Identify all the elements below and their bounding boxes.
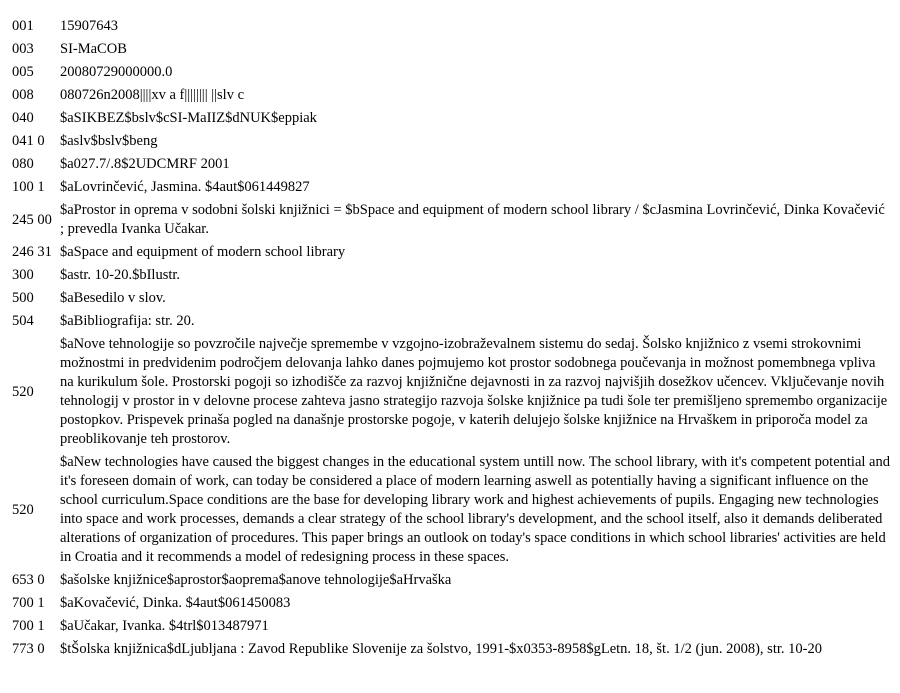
field-tag: 041 0: [12, 133, 45, 149]
field-value: $ašolske knjižnice$aprostor$aoprema$anove tehnologije$aHrvaška: [60, 572, 452, 588]
field-tag: 003: [12, 41, 34, 57]
marc-record-table: [8, 15, 892, 661]
marc-field-row: [8, 569, 892, 592]
field-tag: 300: [12, 267, 34, 283]
field-value: SI-MaCOB: [60, 41, 127, 57]
field-tag: 653 0: [12, 572, 45, 588]
field-tag: 080: [12, 156, 34, 172]
field-tag: 005: [12, 64, 34, 80]
field-tag: 100 1: [12, 179, 45, 195]
marc-field-row: [8, 638, 892, 661]
marc-field-row: [8, 15, 892, 38]
field-tag: 520: [12, 501, 34, 518]
field-tag: 500: [12, 290, 34, 306]
marc-field-row: [8, 130, 892, 153]
field-value: $aNove tehnologije so povzročile največje spremembe v vzgojno-izobraževalnem sistemu do sedaj. Šolsko knjižnico z vsemi strokovnimi možnostmi in predvidenim področjem delovanja lahko danes pojmujemo kot prostor sodobnega poučevanja in možnost pomembnega vpliva na kurikulum šole. Prostorski pogoji so izhodišče za razvoj knjižnične dejavnosti in za razvoj najvišjih dosežkov učencev. Vključevanje novih tehnologij v prostor in v delovne procese zahteva jasno strategijo razvoja šolske knjižnice pa tudi šole ter premišljeno spremembo organizacije postopkov. Prispevek prinaša pogled na današnje prostorske pogoje, v katerih delujejo šolske knjižnice na Hrvaškem in priporoča model za preoblikovanje teh prostorov.: [60, 336, 888, 447]
field-value: 15907643: [60, 18, 118, 34]
field-tag: 001: [12, 18, 34, 34]
field-value: $aSpace and equipment of modern school library: [60, 244, 346, 260]
marc-field-row: [8, 38, 892, 61]
field-tag: 245 00: [12, 211, 52, 228]
marc-field-row: [8, 84, 892, 107]
field-tag: 504: [12, 313, 34, 329]
marc-field-row: [8, 107, 892, 130]
marc-field-row: [8, 615, 892, 638]
field-tag: 520: [12, 383, 34, 400]
field-value: $tŠolska knjižnica$dLjubljana : Zavod Republike Slovenije za šolstvo, 1991-$x0353-8958$gLetn. 18, št. 1/2 (jun. 2008), str. 10-20: [60, 641, 822, 657]
marc-field-row: [8, 264, 892, 287]
marc-field-row: [8, 333, 892, 451]
field-tag: 700 1: [12, 618, 45, 634]
marc-field-row: [8, 310, 892, 333]
field-tag: 700 1: [12, 595, 45, 611]
field-value: 080726n2008||||xv a f|||||||| ||slv c: [60, 87, 245, 103]
field-tag: 008: [12, 87, 34, 103]
field-tag: 246 31: [12, 244, 52, 260]
marc-field-row: [8, 153, 892, 176]
field-value: $aslv$bslv$beng: [60, 133, 158, 149]
field-tag: 040: [12, 110, 34, 126]
marc-field-row: [8, 287, 892, 310]
field-value: $aUčakar, Ivanka. $4trl$013487971: [60, 618, 269, 634]
field-value: 20080729000000.0: [60, 64, 173, 80]
field-value: $aBesedilo v slov.: [60, 290, 166, 306]
field-value: $aKovačević, Dinka. $4aut$061450083: [60, 595, 291, 611]
marc-field-row: [8, 176, 892, 199]
field-value: $a027.7/.8$2UDCMRF 2001: [60, 156, 230, 172]
field-value: $aProstor in oprema v sodobni šolski knjižnici = $bSpace and equipment of modern school library / $cJasmina Lovrinčević, Dinka Kovačević ; prevedla Ivanka Učakar.: [60, 202, 885, 237]
field-value: $astr. 10-20.$bIlustr.: [60, 267, 181, 283]
field-value: $aNew technologies have caused the biggest changes in the educational system untill now. The school library, with it's competent potential and it's foreseen domain of work, can today be considered a place of modern learning aswell as potentially having a significant influence on the school curriculum.Space conditions are the base for developing library work and highest achievements of pupils. Engaging new technologies into space and work processes, demands a clear strategy of the school library's development, and the school itself, also it demands deliberated alterations of organization of procedures. This paper brings an outlook on today's space conditions in which school libraries' activities are held in Croatia and it recommends a model of redesigning process in these spaces.: [60, 454, 890, 565]
field-value: $aLovrinčević, Jasmina. $4aut$061449827: [60, 179, 310, 195]
marc-field-row: [8, 61, 892, 84]
marc-field-row: [8, 451, 892, 569]
marc-field-row: [8, 592, 892, 615]
marc-field-row: [8, 199, 892, 241]
field-value: $aSIKBEZ$bslv$cSI-MaIIZ$dNUK$eppiak: [60, 110, 317, 126]
field-tag: 773 0: [12, 641, 45, 657]
field-value: $aBibliografija: str. 20.: [60, 313, 195, 329]
marc-field-row: [8, 241, 892, 264]
